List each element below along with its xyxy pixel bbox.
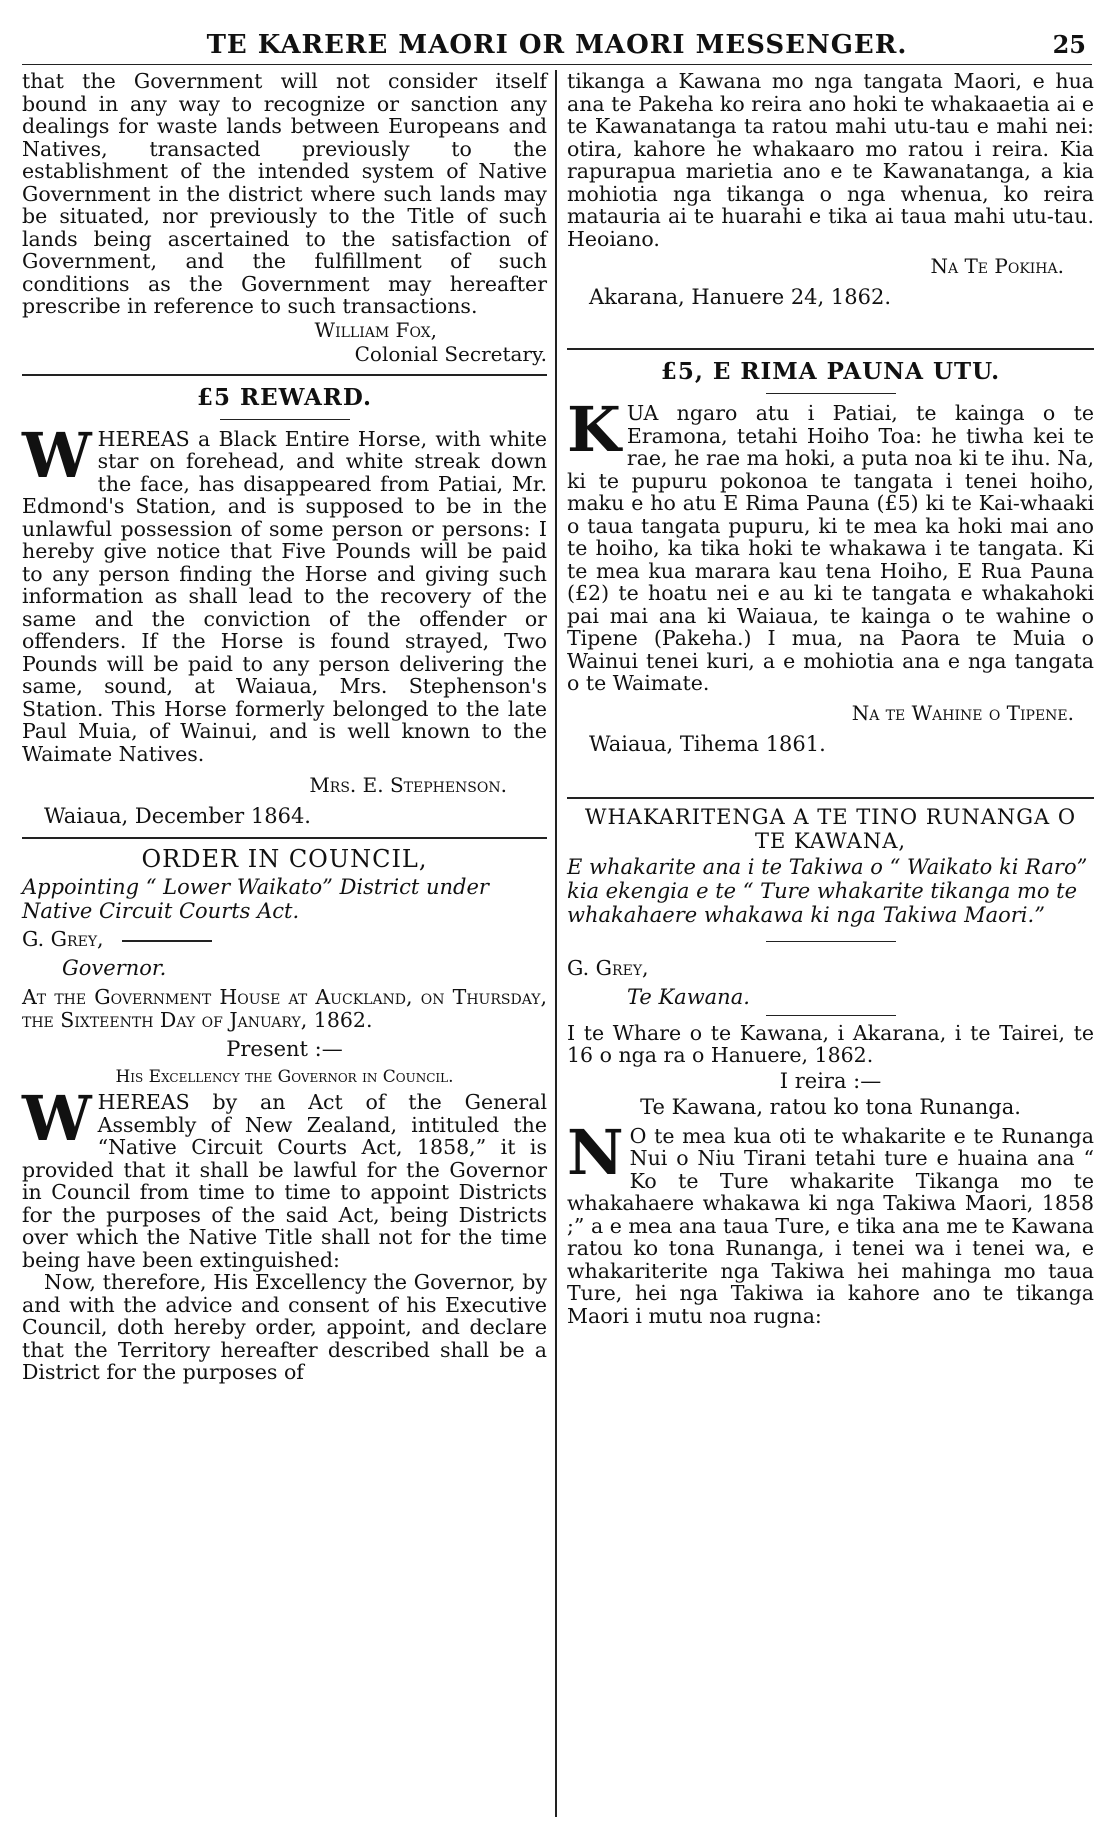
column-divider <box>555 70 557 1817</box>
reward-notice-maori <box>567 358 1094 757</box>
drop-cap: K <box>567 393 621 466</box>
governor-title: Governor. <box>62 956 167 980</box>
order-place-line: I te Whare o te Kawana, i Akarana, i te Tairei, te 16 o nga ra o Hanuere, 1862. <box>567 1020 1094 1067</box>
reward-signature: Na te Wahine o Tipene. <box>851 700 1074 725</box>
present-label: Present :— <box>226 1037 343 1061</box>
drop-cap: W <box>22 1082 92 1155</box>
drop-cap: W <box>22 418 92 492</box>
reward-dateline: Waiaua, Tihema 1861. <box>589 731 826 756</box>
order-body: O te mea kua oti te whakarite e te Runanga Nui o Niu Tirani tetahi ture e huaina ana “ Ko te Ture whakarite Tikanga mo te whakahaere whakawa ki nga Takiwa Maori, 1858 ;” a e mea ana taua Ture, e tika ana me te Kawana ratou ko tona Runanga, i tenei wa i tenei wa, e whakariterite nga Takiwa hei mahinga mo taua Ture, hei nga Takiwa ia kahore ano te tikanga Maori i mutu noa rugna: <box>567 1123 1094 1328</box>
order-in-council-maori <box>567 805 1094 1328</box>
proclamation-dateline: Akarana, Hanuere 24, 1862. <box>589 285 892 309</box>
reward-heading: £5 REWARD. <box>196 383 373 411</box>
governor-line <box>22 927 547 952</box>
section-rule <box>22 837 547 839</box>
governor-name: G. Grey, <box>22 927 104 951</box>
reward-body: HEREAS a Black Entire Horse, with white star on forehead, and white streak down the face, has disappeared from Patiai, Mr. Edmond's Station, and is supposed to be in the unlawful possession of some person or persons: I hereby give notice that Five Pounds will be paid to any person finding the Horse and giving such information as shall lead to the recovery of the same and the conviction of the offender or offenders. If the Horse is found strayed, Two Pounds will be paid to any person delivering the same, sound, at Waiaua, Mrs. Stephenson's Station. This Horse formerly belonged to the late Paul Muia, of Wainui, and is well known to the Waimate Natives. <box>22 426 547 766</box>
heading-rule <box>766 393 896 394</box>
section-rule <box>22 374 547 376</box>
right-column <box>567 70 1094 1817</box>
reward-body: UA ngaro atu i Patiai, te kainga o te Eramona, tetahi Hoiho Toa: he tiwha kei te rae, he rae ma hoki, a puta noa ki te ihu. Na, ki te pupuru pokonoa te tangata i tenei hoiho, maku e ho atu E Rima Pauna (£5) ki te Kai-whaaki o taua tangata pupuru, ki te mea ka hoki mai ano te hoiho, ka tika hoki te whakawa i te tangata. Ki te mea kua marara kau tena Hoiho, E Rua Pauna (£2) te hoatu nei e au ki te tangata e whakahoki pai mai ana ki Waiaua, te kainga o te wahine o Tipene (Pakeha.) I mua, na Paora te Muia o Wainui tenei kuri, a e mohiotia ana e nga tangata o te Waimate. <box>567 401 1094 695</box>
page-number: 25 <box>1052 30 1086 59</box>
heading-rule <box>766 941 896 942</box>
proclamation-signature: Na Te Pokiha. <box>930 254 1064 278</box>
masthead-title: TE KARERE MAORI OR MAORI MESSENGER. <box>206 30 908 60</box>
council-line: His Excellency the Governor in Council. <box>115 1067 454 1087</box>
drop-cap: N <box>567 1115 624 1189</box>
signatory-title: Colonial Secretary. <box>354 341 547 366</box>
governor-title: Te Kawana. <box>627 984 750 1009</box>
proclamation-end-english <box>22 70 547 366</box>
governor-rule <box>122 940 212 942</box>
left-column <box>22 70 547 1817</box>
reward-signature: Mrs. E. Stephenson. <box>309 773 507 797</box>
order-body-2: Now, therefore, His Excellency the Governor, by and with the advice and consent of his Executive Council, doth hereby order, appoint, and declare that the Territory hereafter described shall be a District for the purposes of <box>22 1270 547 1384</box>
order-in-council-english <box>22 845 547 1384</box>
proclamation-text: that the Government will not consider itself bound in any way to recognize or sanction any dealings for waste lands between Europeans and Natives, transacted previously to the establishment of the intended system of Native Government in the district where such lands may be situated, nor previously to the Title of such lands being ascertained to the satisfaction of Government, and the fulfillment of such conditions as the Government may hereafter prescribe in reference to such transactions. <box>22 69 547 318</box>
order-body-1: HEREAS by an Act of the General Assembly of New Zealand, intituled the “Native Circuit Courts Act, 1858,” it is provided that it shall be lawful for the Governor in Council from time to time to appoint Districts for the purposes of the said Act, being Districts over which the Native Title shall not for the time being have been extinguished: <box>22 1090 547 1272</box>
order-subtitle: E whakarite ana i te Takiwa o “ Waikato ki Raro” kia ekengia e te “ Ture whakarite tikanga mo te whakahaere whakawa ki nga Takiwa Maori.” <box>567 854 1088 927</box>
signatory-name: William Fox, <box>314 317 437 342</box>
order-heading: WHAKARITENGA A TE TINO RUNANGA O TE KAWANA, <box>584 804 1077 853</box>
section-rule <box>567 348 1094 350</box>
council-line: Te Kawana, ratou ko tona Runanga. <box>640 1094 1021 1119</box>
columns <box>22 70 1092 1817</box>
order-subtitle: Appointing “ Lower Waikato” District under Native Circuit Courts Act. <box>22 875 489 923</box>
reward-dateline: Waiaua, December 1864. <box>44 804 311 828</box>
heading-rule <box>220 419 350 420</box>
section-rule <box>567 797 1094 799</box>
heading-rule <box>766 1015 896 1016</box>
reward-notice-english <box>22 384 547 830</box>
order-place-line: At the Government House at Auckland, on Thursday, the Sixteenth Day of January, 1862. <box>22 985 547 1032</box>
masthead <box>22 24 1092 65</box>
proclamation-text: tikanga a Kawana mo nga tangata Maori, e hua ana te Pakeha ko reira ano hoki te whakaaetia ai e te Kawanatanga ta ratou mahi utu-tau e mahi nei: otira, kahore he whakaaro mo ratou i reira. Kia rapurapua marietia ano e te Kawanatanga, a kia mohiotia nga tikanga o nga whenua, ko reira matauria ai te huarahi e tika ai taua mahi utu-tau. Heoiano. <box>567 69 1094 251</box>
proclamation-end-maori <box>567 70 1094 310</box>
present-label: I reira :— <box>779 1068 882 1093</box>
governor-name: G. Grey, <box>567 955 649 980</box>
reward-heading: £5, E RIMA PAUNA UTU. <box>660 358 1001 385</box>
order-heading: ORDER IN COUNCIL, <box>141 845 428 873</box>
